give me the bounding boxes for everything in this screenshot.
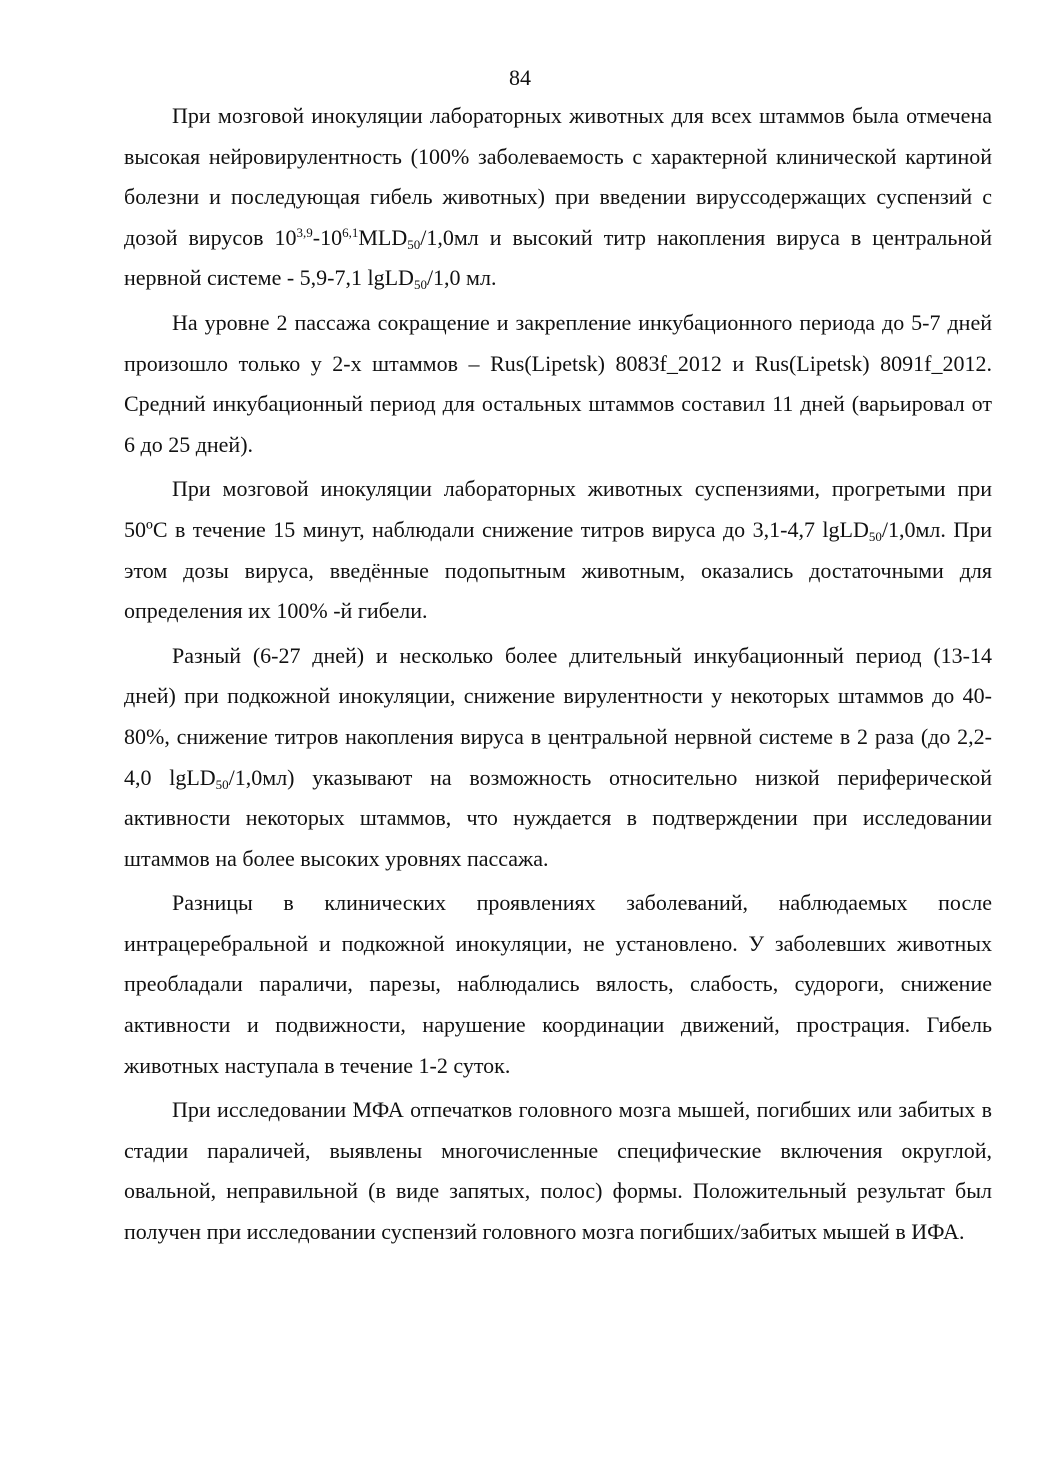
paragraph-1-text-e: /1,0 мл. [426, 265, 497, 291]
paragraph-3-text-a: При мозговой инокуляции лабораторных животных суспензиями, прогретыми при 50ºС в течение 15 минут, наблюдали снижение титров вируса до 3,1-4,7 lgLD [124, 476, 992, 542]
paragraph-4 [124, 636, 992, 880]
paragraph-1-text-c: MLD [358, 224, 408, 250]
ld-subscript: 50 [413, 277, 427, 293]
paragraph-1-text-a: При мозговой инокуляции лабораторных животных для всех штаммов была отмечена высокая нейровирулентность (100% заболеваемость с характерной клинической картиной болезни и последующая гибель животных) при введении вируссодержащих суспензий с дозой вирусов 10 [124, 103, 992, 250]
paragraph-4-text-a: Разный (6-27 дней) и несколько более длительный инкубационный период (13-14 дней) при подкожной инокуляции, снижение вирулентности у некоторых штаммов до 40-80%, снижение титров накопления вируса в центральной нервной системе в 2 раза (до 2,2-4,0 lgLD [124, 642, 992, 790]
paragraph-6: При исследовании МФА отпечатков головного мозга мышей, погибших или забитых в стадии параличей, выявлены многочисленные специфические включения округлой, овальной, неправильной (в виде запятых, полос) формы. Положительный результат был получен при исследовании суспензий головного мозга погибших/забитых мышей в ИФА. [124, 1097, 992, 1245]
ld-subscript: 50 [215, 776, 229, 792]
paragraph-1 [124, 96, 992, 299]
ld-subscript: 50 [868, 528, 882, 544]
dose-exponent-max: 6,1 [342, 224, 359, 240]
paragraph-1-text-b: -10 [312, 224, 343, 250]
mld-subscript: 50 [407, 236, 421, 252]
paragraph-3 [124, 469, 992, 631]
body-text [124, 96, 992, 1253]
paragraph-3-text-b: /1,0мл. При этом дозы вируса, введённые подопытным животным, оказались достаточными для определения их 100% -й гибели. [124, 516, 992, 624]
paragraph-4-text-b: /1,0мл) указывают на возможность относительно низкой периферической активности некоторых штаммов, что нуждается в подтверждении при исследовании штаммов на более высоких уровнях пассажа. [124, 764, 992, 871]
paragraph-1-text-d: /1,0мл и высокий титр накопления вируса в центральной нервной системе - 5,9-7,1 lgLD [124, 224, 992, 291]
paragraph-2: На уровне 2 пассажа сокращение и закрепление инкубационного периода до 5-7 дней произошло только у 2-х штаммов – Rus(Lipetsk) 8083f_2012 и Rus(Lipetsk) 8091f_2012. Средний инкубационный период для остальных штаммов составил 11 дней (варьировал от 6 до 25 дней). [124, 309, 992, 457]
page-number: 84 [509, 65, 531, 90]
dose-exponent-min: 3,9 [296, 224, 313, 240]
paragraph-5: Разницы в клинических проявлениях заболеваний, наблюдаемых после интрацеребральной и подкожной инокуляции, не установлено. У заболевших животных преобладали параличи, парезы, наблюдались вялость, слабость, судороги, снижение активности и подвижности, нарушение координации движений, прострация. Гибель животных наступала в течение 1-2 суток. [124, 890, 992, 1078]
